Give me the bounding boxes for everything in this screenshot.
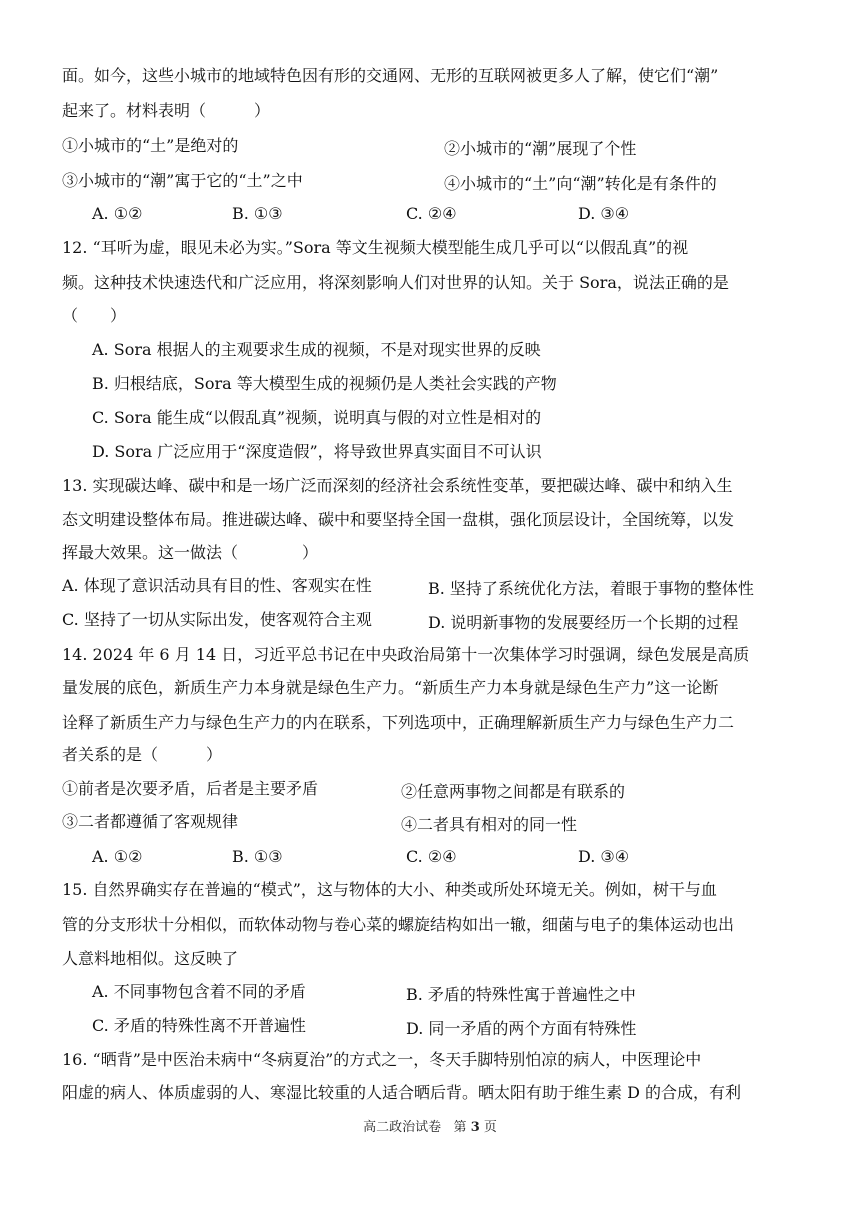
q11-line-2: 起来了。材料表明（ ） xyxy=(62,101,271,120)
q12-line-1: 12. “耳听为虚，眼见未必为实。”Sora 等文生视频大模型能生成几乎可以“以假乱真”的视 xyxy=(62,238,689,257)
q14-line-4: 者关系的是（ ） xyxy=(62,745,223,764)
q14-line-2: 量发展的底色，新质生产力本身就是绿色生产力。“新质生产力本身就是绿色生产力”这一论断 xyxy=(62,678,719,697)
q12-option-a: A. Sora 根据人的主观要求生成的视频，不是对现实世界的反映 xyxy=(92,340,541,359)
q15-option-d: D. 同一矛盾的两个方面有特殊性 xyxy=(406,1019,637,1038)
footer-label: 高二政治试卷 xyxy=(363,1120,442,1135)
q11-option-c: C. ②④ xyxy=(406,204,457,223)
q14-line-1: 14. 2024 年 6 月 14 日，习近平总书记在中央政治局第十一次集体学习时强调，绿色发展是高质 xyxy=(62,645,750,664)
q16-line-2: 阳虚的病人、体质虚弱的人、寒湿比较重的人适合晒后背。晒太阳有助于维生素 D 的合成，有利 xyxy=(62,1083,742,1102)
q11-option-d: D. ③④ xyxy=(578,204,630,223)
footer-page-prefix: 第 xyxy=(453,1120,467,1135)
q12-line-2: 频。这种技术快速迭代和广泛应用，将深刻影响人们对世界的认知。关于 Sora，说法正确的是 xyxy=(62,273,729,292)
q11-option-b: B. ①③ xyxy=(232,204,283,223)
q13-option-c: C. 坚持了一切从实际出发，使客观符合主观 xyxy=(62,610,372,629)
q13-line-3: 挥最大效果。这一做法（ ） xyxy=(62,543,319,562)
q14-option-d: D. ③④ xyxy=(578,847,630,866)
q12-option-d: D. Sora 广泛应用于“深度造假”，将导致世界真实面目不可认识 xyxy=(92,442,542,461)
q11-option-a: A. ①② xyxy=(92,204,143,223)
q16-line-1: 16. “晒背”是中医治未病中“冬病夏治”的方式之一，冬天手脚特别怕凉的病人，中医理论中 xyxy=(62,1050,702,1069)
page-footer xyxy=(0,1116,860,1135)
q11-statement-3: ③小城市的“潮”寓于它的“土”之中 xyxy=(62,171,303,190)
q15-line-3: 人意料地相似。这反映了 xyxy=(62,949,239,968)
q15-option-c: C. 矛盾的特殊性离不开普遍性 xyxy=(92,1016,306,1035)
q11-statement-1: ①小城市的“土”是绝对的 xyxy=(62,136,239,155)
q14-statement-3: ③二者都遵循了客观规律 xyxy=(62,812,239,831)
q13-option-d: D. 说明新事物的发展要经历一个长期的过程 xyxy=(428,613,739,632)
q13-line-1: 13. 实现碳达峰、碳中和是一场广泛而深刻的经济社会系统性变革，要把碳达峰、碳中和纳入生 xyxy=(62,476,733,495)
q12-option-c: C. Sora 能生成“以假乱真”视频，说明真与假的对立性是相对的 xyxy=(92,408,542,427)
q14-line-3: 诠释了新质生产力与绿色生产力的内在联系，下列选项中，正确理解新质生产力与绿色生产力二 xyxy=(62,713,735,732)
q14-statement-1: ①前者是次要矛盾，后者是主要矛盾 xyxy=(62,779,319,798)
footer-page-number: 3 xyxy=(470,1120,480,1135)
q14-statement-2: ②任意两事物之间都是有联系的 xyxy=(401,782,626,801)
q15-line-2: 管的分支形状十分相似，而软体动物与卷心菜的螺旋结构如出一辙，细菌与电子的集体运动也出 xyxy=(62,915,735,934)
q11-line-1: 面。如今，这些小城市的地域特色因有形的交通网、无形的互联网被更多人了解，使它们“潮” xyxy=(62,66,719,85)
q13-option-a: A. 体现了意识活动具有目的性、客观实在性 xyxy=(62,576,372,595)
q13-line-2: 态文明建设整体布局。推进碳达峰、碳中和要坚持全国一盘棋，强化顶层设计，全国统筹，以发 xyxy=(62,510,735,529)
q13-option-b: B. 坚持了系统优化方法，着眼于事物的整体性 xyxy=(428,579,754,598)
q11-statement-4: ④小城市的“土”向“潮”转化是有条件的 xyxy=(444,174,717,193)
q15-option-a: A. 不同事物包含着不同的矛盾 xyxy=(92,982,306,1001)
q14-option-b: B. ①③ xyxy=(232,847,283,866)
q14-option-a: A. ①② xyxy=(92,847,143,866)
q14-statement-4: ④二者具有相对的同一性 xyxy=(401,815,578,834)
q14-option-c: C. ②④ xyxy=(406,847,457,866)
q11-statement-2: ②小城市的“潮”展现了个性 xyxy=(444,139,637,158)
q15-line-1: 15. 自然界确实存在普遍的“模式”，这与物体的大小、种类或所处环境无关。例如，树干与血 xyxy=(62,880,717,899)
q12-option-b: B. 归根结底，Sora 等大模型生成的视频仍是人类社会实践的产物 xyxy=(92,374,557,393)
q12-line-3: （ ） xyxy=(62,306,127,325)
footer-page-suffix: 页 xyxy=(483,1120,497,1135)
q15-option-b: B. 矛盾的特殊性寓于普遍性之中 xyxy=(406,985,636,1004)
